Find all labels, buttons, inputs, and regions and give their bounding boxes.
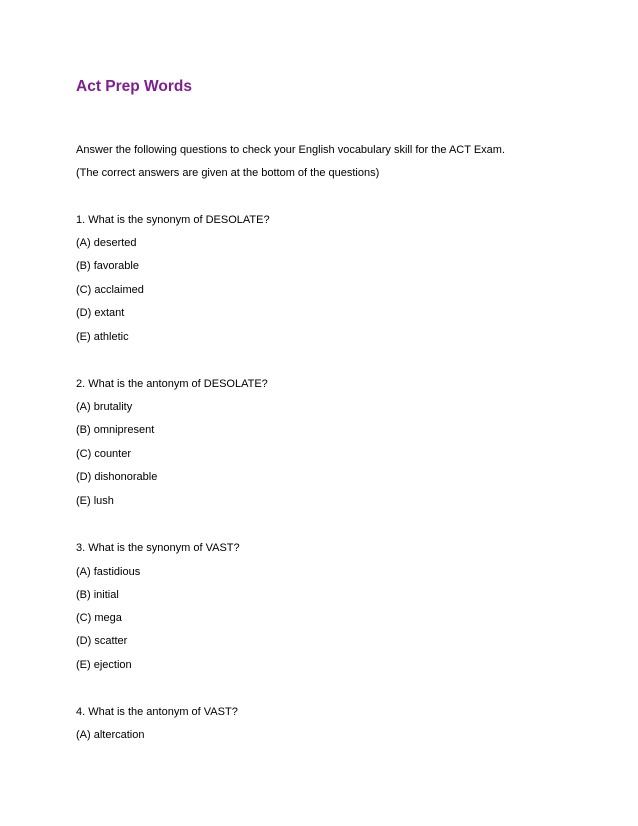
question-4: 4. What is the antonym of VAST? xyxy=(76,706,238,718)
intro-line: Answer the following questions to check your English vocabulary skill for the ACT Exam. xyxy=(76,144,505,156)
question-3: 3. What is the synonym of VAST? xyxy=(76,542,240,554)
document-title: Act Prep Words xyxy=(76,78,192,95)
question-2: 2. What is the antonym of DESOLATE? xyxy=(76,378,268,390)
q2-option-a: (A) brutality xyxy=(76,401,133,413)
q4-option-a: (A) altercation xyxy=(76,729,145,741)
question-1: 1. What is the synonym of DESOLATE? xyxy=(76,214,270,226)
q2-option-c: (C) counter xyxy=(76,448,132,460)
q3-option-c: (C) mega xyxy=(76,612,122,624)
q2-option-b: (B) omnipresent xyxy=(76,424,155,436)
q1-option-e: (E) athletic xyxy=(76,331,129,343)
q1-option-d: (D) extant xyxy=(76,307,125,319)
q1-option-a: (A) deserted xyxy=(76,237,137,249)
q1-option-b: (B) favorable xyxy=(76,260,139,272)
q3-option-a: (A) fastidious xyxy=(76,566,141,578)
q1-option-c: (C) acclaimed xyxy=(76,284,144,296)
q3-option-e: (E) ejection xyxy=(76,659,132,671)
q2-option-d: (D) dishonorable xyxy=(76,471,158,483)
document-page xyxy=(76,0,616,826)
q2-option-e: (E) lush xyxy=(76,495,114,507)
q3-option-d: (D) scatter xyxy=(76,635,128,647)
intro-note: (The correct answers are given at the bottom of the questions) xyxy=(76,167,380,179)
q3-option-b: (B) initial xyxy=(76,589,119,601)
